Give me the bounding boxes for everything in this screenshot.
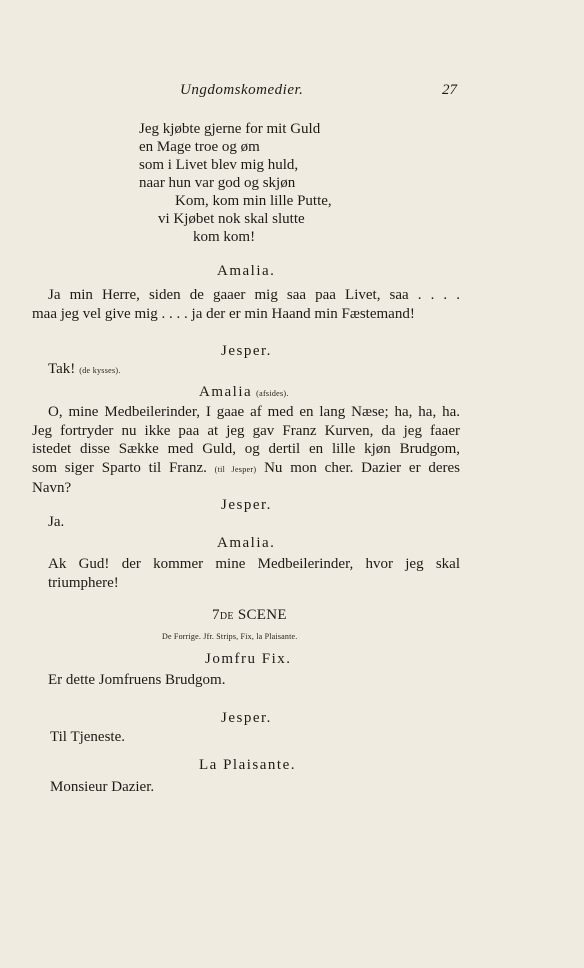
speech-line: Monsieur Dazier. <box>50 779 155 795</box>
speaker-name: Jomfru Fix. <box>205 651 292 667</box>
speaker-name: Jesper. <box>221 497 272 513</box>
running-title: Ungdomskomedier. <box>180 82 304 98</box>
speaker-name: La Plaisante. <box>199 757 296 773</box>
speaker-name: Amalia. <box>217 263 276 279</box>
speaker-heading <box>199 383 289 401</box>
speech-line: istedet disse Sække med Guld, og dertil en lille kjøn Brudgom, <box>32 441 460 458</box>
verse-line: vi Kjøbet nok skal slutte <box>158 211 305 227</box>
speech-line: Ak Gud! der kommer mine Medbeilerinder, hvor jeg skal <box>48 556 460 572</box>
scene-ordinal-suffix: DE <box>219 611 234 622</box>
speech-paragraph <box>48 555 460 592</box>
speech-line: maa jeg vel give mig . . . . ja der er min Haand min Fæstemand! <box>32 305 415 322</box>
scene-label: SCENE <box>237 607 287 623</box>
speech-line: Ja. <box>48 514 65 530</box>
speech-line: O, mine Medbeilerinder, I gaae af med en lang Næse; ha, ha, ha. <box>48 404 460 420</box>
verse-line: Kom, kom min lille Putte, <box>175 193 332 209</box>
stage-direction: (til Jesper) <box>214 464 257 474</box>
stage-direction: (de kysses). <box>79 366 121 375</box>
speaker-name: Jesper. <box>221 343 272 359</box>
speaker-name: Amalia. <box>217 535 276 551</box>
verse-line: Jeg kjøbte gjerne for mit Guld <box>139 121 321 137</box>
verse-line: naar hun var god og skjøn <box>139 175 296 191</box>
speech-text: som siger Sparto til Franz. <box>32 459 207 476</box>
cast-list: De Forrige. Jfr. Strips, Fix, la Plaisante. <box>162 632 298 641</box>
speech-paragraph <box>32 403 460 498</box>
scene-number: 7 <box>212 607 220 623</box>
speech-line: Navn? <box>32 480 72 497</box>
speech-text: Nu mon cher. Dazier er deres <box>264 459 461 476</box>
speech-text: Tak! <box>48 361 76 377</box>
speech-line: Er dette Jomfruens Brudgom. <box>48 672 226 688</box>
speech-line: Jeg fortryder nu ikke paa at jeg gav Franz Kurven, da jeg faaer <box>32 422 460 439</box>
verse-line: kom kom! <box>193 229 256 245</box>
verse-line: en Mage troe og øm <box>139 139 260 155</box>
speech-paragraph <box>32 286 460 323</box>
speaker-name: Jesper. <box>221 710 272 726</box>
speaker-name: Amalia <box>199 384 253 400</box>
speech-line <box>48 360 121 378</box>
page-number: 27 <box>442 82 457 98</box>
speech-line: Til Tjeneste. <box>50 729 126 745</box>
stage-direction: (afsides). <box>256 389 289 398</box>
speech-line <box>32 459 460 480</box>
speech-line: triumphere! <box>48 574 119 591</box>
speech-line: Ja min Herre, siden de gaaer mig saa paa Livet, saa . . . . <box>48 287 460 303</box>
verse-line: som i Livet blev mig huld, <box>139 157 299 173</box>
scene-heading <box>212 607 287 624</box>
